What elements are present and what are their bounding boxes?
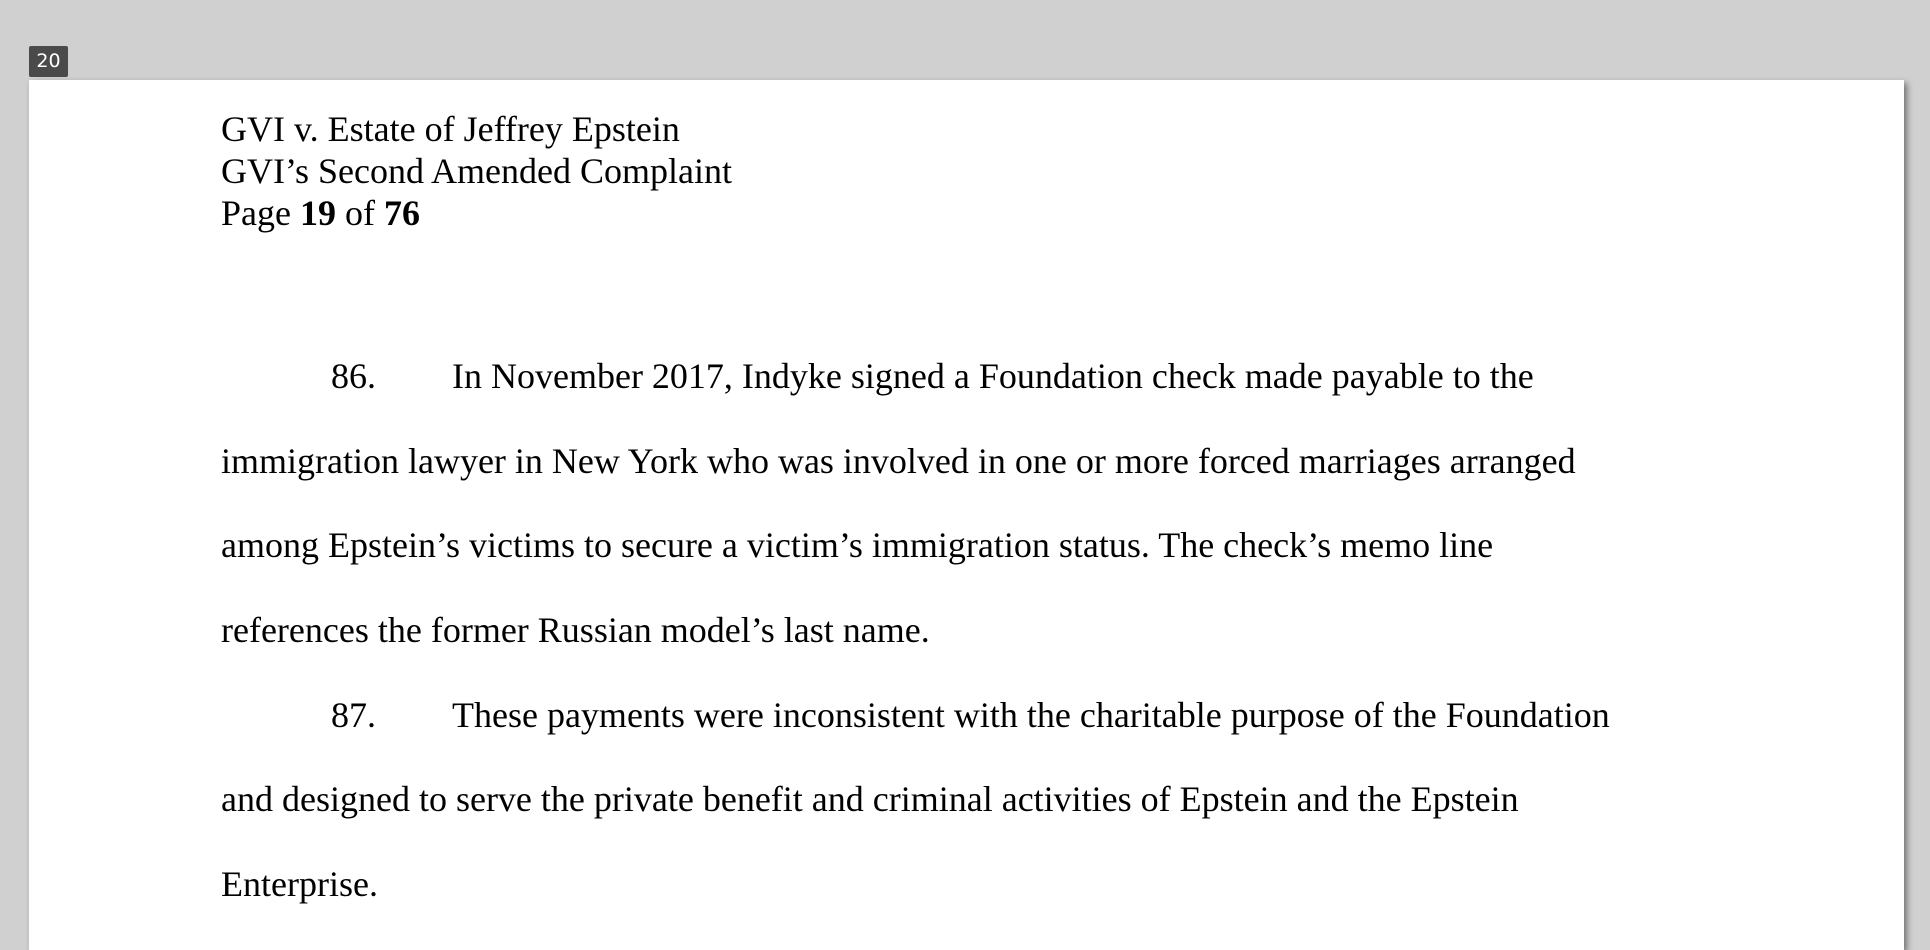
paragraph-86-line-3: among Epstein’s victims to secure a victim’s immigration status. The check’s memo line — [221, 525, 1494, 566]
page-total: 76 — [383, 193, 420, 233]
paragraph-86-line-4: references the former Russian model’s last name. — [221, 610, 930, 651]
document-title: GVI’s Second Amended Complaint — [221, 151, 732, 191]
paragraph-86-line-2: immigration lawyer in New York who was involved in one or more forced marriages arranged — [221, 440, 1576, 481]
page-indicator — [221, 192, 732, 234]
document-body — [221, 334, 1681, 927]
paragraph-text: These payments were inconsistent with the charitable purpose of the Foundation — [452, 694, 1610, 735]
page-of: of — [344, 193, 375, 233]
document-header — [221, 108, 732, 234]
paragraph-number: 86. — [331, 356, 376, 396]
page-prefix: Page — [221, 193, 291, 233]
page-current: 19 — [299, 193, 336, 233]
page-number-badge: 20 — [29, 46, 68, 77]
paragraph-87-line-2: and designed to serve the private benefit and criminal activities of Epstein and the Epstein — [221, 779, 1519, 820]
paragraph-number: 87. — [331, 694, 376, 735]
case-title: GVI v. Estate of Jeffrey Epstein — [221, 109, 680, 149]
paragraph-86-line-1 — [221, 334, 1681, 419]
paragraph-87-line-3: Enterprise. — [221, 864, 378, 905]
paragraph-87-line-1 — [221, 673, 1681, 758]
paragraph-text: In November 2017, Indyke signed a Foundation check made payable to the — [452, 356, 1534, 396]
